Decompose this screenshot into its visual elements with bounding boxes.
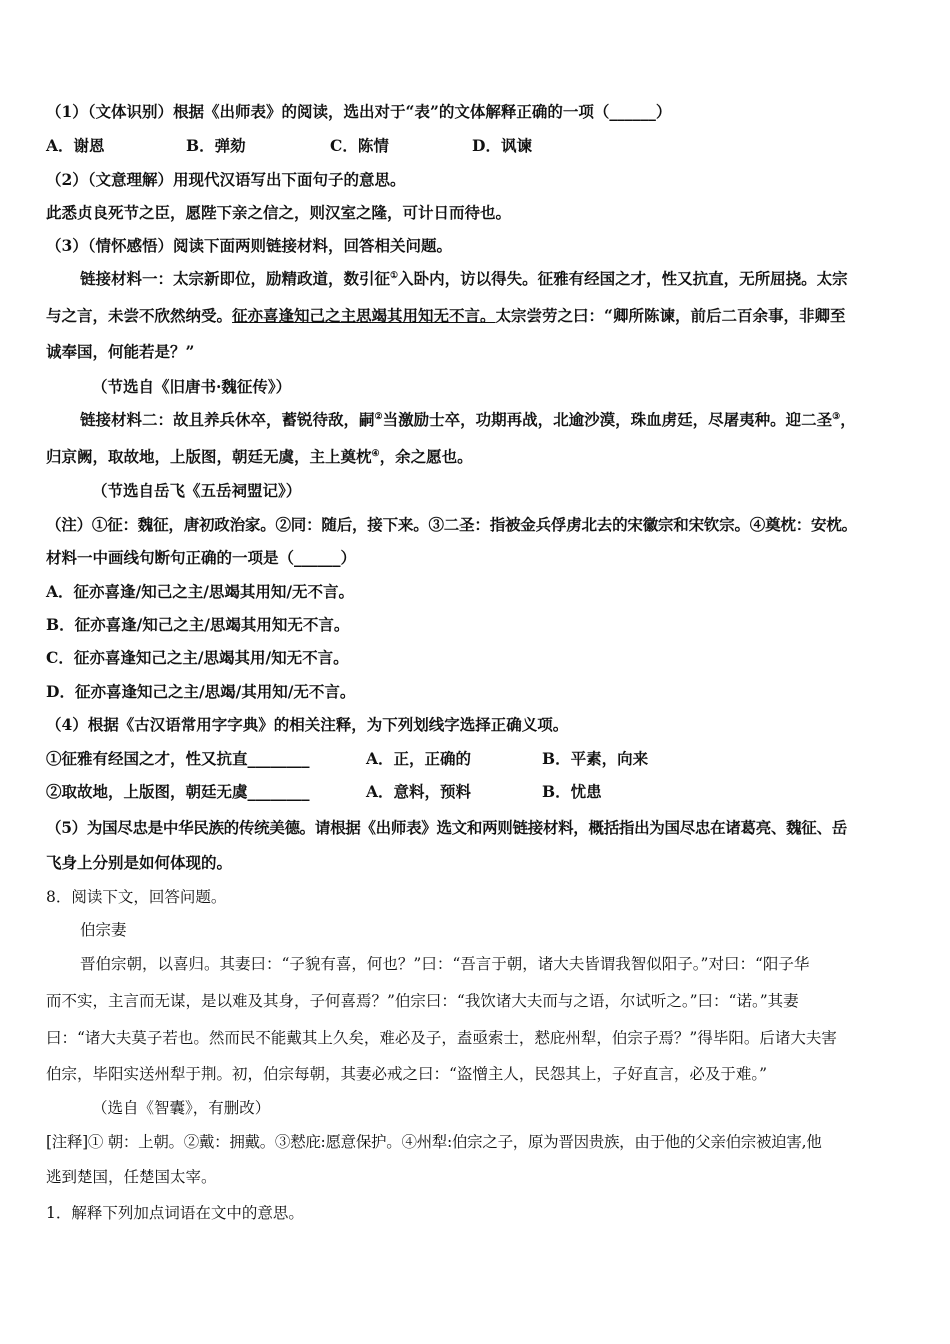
row-sentence: ①征雅有经国之才，性又抗直________ [46, 749, 310, 768]
material2-line1: 链接材料二：故且养兵休卒，蓄锐待敌，嗣②当激励士卒，功期再战，北逾沙漠，珠血虏廷，尽屠夷种。迎二圣③， [80, 410, 856, 429]
q7-part4-stem: （4）根据《古汉语常用字字典》的相关注释，为下列划线字选择正确义项。 [46, 715, 569, 734]
q7-part3-note: （注）①征：魏征，唐初政治家。②同：随后，接下来。③二圣：指被金兵俘虏北去的宋徽宗和宋钦宗。④奠枕：安枕。 [46, 515, 857, 534]
option-d[interactable]: D．征亦喜逢知己之主/思竭/其用知/无不言。 [46, 682, 356, 701]
option-b[interactable]: B．弹劾 [186, 136, 246, 155]
option-a[interactable]: A．意料，预料 [366, 782, 472, 801]
option-b[interactable]: B．征亦喜逢/知己之主/思竭其用知无不言。 [46, 615, 350, 634]
row-sentence: ②取故地，上版图，朝廷无虞________ [46, 782, 310, 801]
option-c[interactable]: C．征亦喜逢知己之主/思竭其用/知无不言。 [46, 648, 349, 667]
option-d[interactable]: D．讽谏 [472, 136, 532, 155]
q8-passage-line1: 晋伯宗朝，以喜归。其妻曰：“子貌有喜，何也？”曰：“吾言于朝，诸大夫皆谓我智似阳子。”对曰：“阳子华 [80, 955, 810, 973]
option-b[interactable]: B．忧患 [542, 782, 602, 801]
option-a[interactable]: A．征亦喜逢/知己之主/思竭其用知/无不言。 [46, 582, 355, 601]
q7-part2-sentence: 此悉贞良死节之臣，愿陛下亲之信之，则汉室之隆，可计日而待也。 [46, 203, 512, 222]
q8-title: 伯宗妻 [80, 921, 127, 939]
q8-note-line1: [注释]① 朝：上朝。②戴：拥戴。③慭庇:愿意保护。④州犁:伯宗之子，原为晋因贵族，由于他的父亲伯宗被迫害,他 [46, 1133, 822, 1151]
material1-source: （节选自《旧唐书·魏征传》） [92, 377, 292, 396]
option-a[interactable]: A．谢恩 [46, 136, 105, 155]
material1-line2: 与之言，未尝不欣然纳受。征亦喜逢知己之主思竭其用知无不言。太宗尝劳之曰：“卿所陈谏，前后二百余事，非卿至 [46, 306, 846, 325]
material1-line1: 链接材料一：太宗新即位，励精政道，数引征①入卧内，访以得失。征雅有经国之才，性又抗直，无所屈挠。太宗 [80, 269, 848, 288]
q7-part5-line1: （5）为国尽忠是中华民族的传统美德。请根据《出师表》选文和两则链接材料，概括指出为国尽忠在诸葛亮、魏征、岳 [46, 818, 847, 837]
material1-line3: 诚奉国，何能若是？” [46, 342, 195, 361]
option-c[interactable]: C．陈情 [330, 136, 389, 155]
material2-line2: 归京阙，取故地，上版图，朝廷无虞，主上奠枕④，余之愿也。 [46, 447, 473, 466]
q7-part5-line2: 飞身上分别是如何体现的。 [46, 853, 233, 872]
q8-source: （选自《智囊》，有删改） [92, 1099, 271, 1117]
q8-question1: 1．解释下列加点词语在文中的意思。 [46, 1204, 304, 1222]
q7-part2-stem: （2）（文意理解）用现代汉语写出下面句子的意思。 [46, 170, 406, 189]
q8-passage-line3: 曰：“诸大夫莫子若也。然而民不能戴其上久矣，难必及子，盍亟索士，慭庇州犁，伯宗子焉？”得毕阳。后诸大夫害 [46, 1029, 837, 1047]
q7-part1-stem: （1）（文体识别）根据《出师表》的阅读，选出对于“表”的文体解释正确的一项（______） [46, 102, 672, 121]
q7-part3-stem: （3）（情怀感悟）阅读下面两则链接材料，回答相关问题。 [46, 236, 453, 255]
q8-note-line2: 逃到楚国，任楚国太宰。 [46, 1168, 217, 1186]
option-b[interactable]: B．平素，向来 [542, 749, 649, 768]
q8-passage-line4: 伯宗，毕阳实送州犁于荆。初，伯宗每朝，其妻必戒之曰：“盗憎主人，民怨其上，子好直言，必及于难。” [46, 1065, 768, 1083]
q8-passage-line2: 而不实，主言而无谋，是以难及其身，子何喜焉？”伯宗曰：“我饮诸大夫而与之语，尔试听之。”曰：“诺。”其妻 [46, 992, 799, 1010]
option-a[interactable]: A．正，正确的 [366, 749, 472, 768]
q7-part3-question: 材料一中画线句断句正确的一项是（______） [46, 548, 357, 567]
q8-stem: 8．阅读下文，回答问题。 [46, 888, 227, 906]
material2-source: （节选自岳飞《五岳祠盟记》） [92, 481, 302, 500]
underlined-sentence: 征亦喜逢知己之主思竭其用知无不言。 [232, 306, 496, 325]
